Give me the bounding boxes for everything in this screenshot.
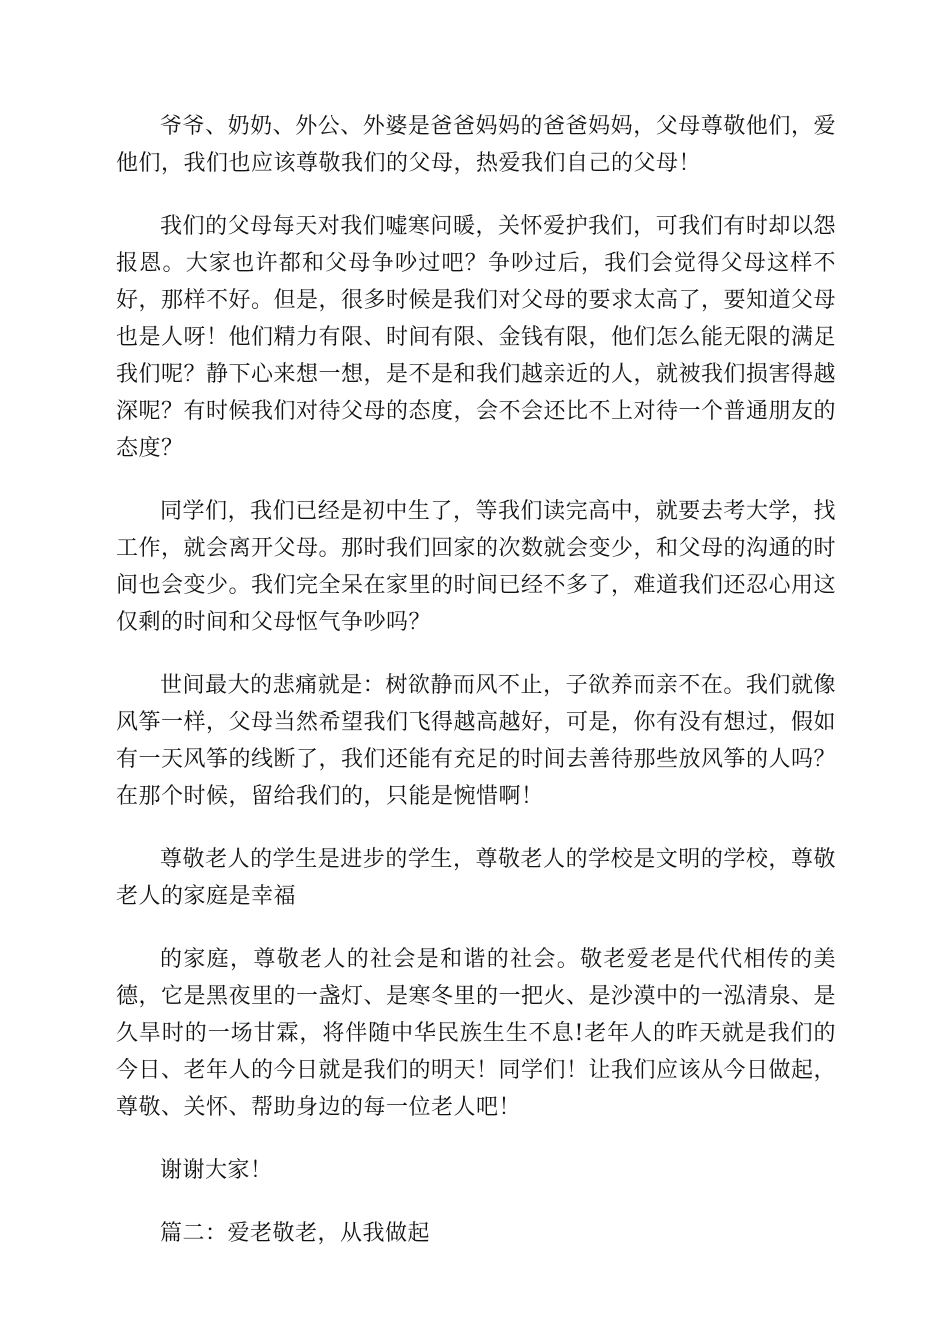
section-heading-part-two: 篇二：爱老敬老，从我做起 — [160, 1221, 431, 1246]
document-page — [116, 108, 836, 1278]
paragraph-kite: 世间最大的悲痛就是：树欲静而风不止，子欲养而亲不在。我们就像风筝一样，父母当然希望我们飞得越高越好，可是，你有没有想过，假如有一天风筝的线断了，我们还能有充足的时间去善待那些放风筝的人吗？在那个时候，留给我们的，只能是惋惜啊！ — [116, 673, 837, 809]
paragraph-students: 同学们，我们已经是初中生了，等我们读完高中，就要去考大学，找工作，就会离开父母。那时我们回家的次数就会变少，和父母的沟通的时间也会变少。我们完全呆在家里的时间已经不多了，难道我们还忍心用这仅剩的时间和父母怄气争吵吗？ — [116, 499, 837, 635]
paragraph-grandparents: 爷爷、奶奶、外公、外婆是爸爸妈妈的爸爸妈妈，父母尊敬他们，爱他们，我们也应该尊敬我们的父母，热爱我们自己的父母！ — [116, 114, 836, 176]
paragraph-harmonious-society: 的家庭，尊敬老人的社会是和谐的社会。敬老爱老是代代相传的美德，它是黑夜里的一盏灯、是寒冬里的一把火、是沙漠中的一泓清泉、是久旱时的一场甘霖，将伴随中华民族生生不息!老年人的昨天就是我们的今日、老年人的今日就是我们的明天！同学们！让我们应该从今日做起，尊敬、关怀、帮助身边的每一位老人吧！ — [116, 947, 837, 1120]
paragraph-thanks: 谢谢大家！ — [160, 1158, 273, 1183]
paragraph-parents-care: 我们的父母每天对我们嘘寒问暖，关怀爱护我们，可我们有时却以怨报恩。大家也许都和父母争吵过吧？争吵过后，我们会觉得父母这样不好，那样不好。但是，很多时候是我们对父母的要求太高了，要知道父母也是人呀！他们精力有限、时间有限、金钱有限，他们怎么能无限的满足我们呢？静下心来想一想，是不是和我们越亲近的人，就被我们损害得越深呢？有时候我们对待父母的态度，会不会还比不上对待一个普通朋友的态度？ — [116, 214, 837, 461]
paragraph-respect-elders: 尊敬老人的学生是进步的学生，尊敬老人的学校是文明的学校，尊敬老人的家庭是幸福 — [116, 847, 836, 909]
